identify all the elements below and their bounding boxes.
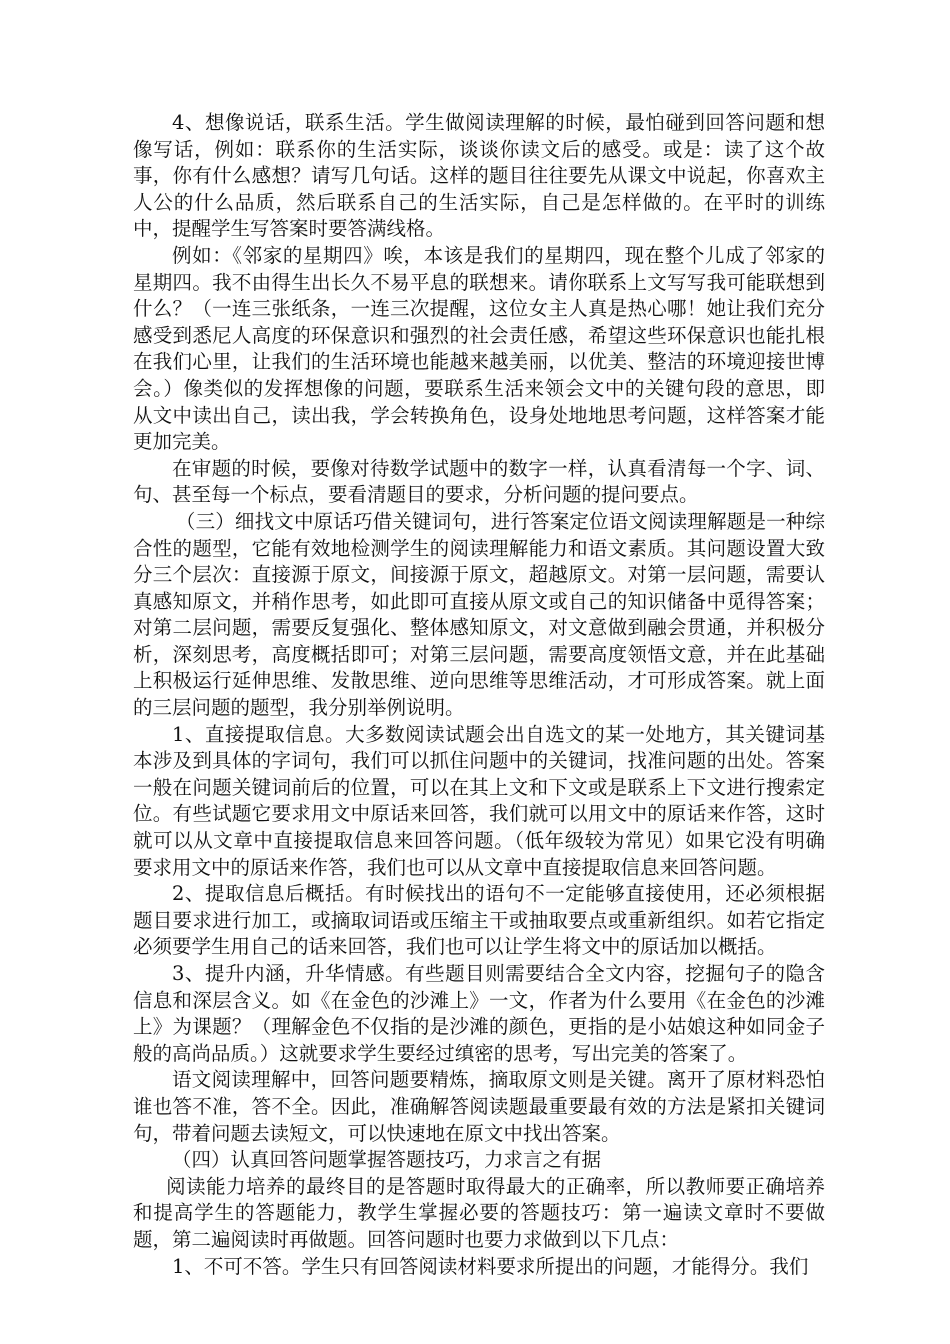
paragraph-reading-question: 在审题的时候，要像对待数学试题中的数字一样，认真看清每一个字、词、句、甚至每一个标点，要看清题目的要求，分析问题的提问要点。 — [133, 456, 825, 507]
paragraph-answer-skills: 阅读能力培养的最终目的是答题时取得最大的正确率，所以教师要正确培养和提高学生的答题能力，教学生掌握必要的答题技巧：第一遍读文章时不要做题，第二遍阅读时再做题。回答问题时也要力求做到以下几点： — [133, 1174, 825, 1251]
paragraph-direct-extract: 1、直接提取信息。大多数阅读试题会出自选文的某一处地方，其关键词基本涉及到具体的字词句，我们可以抓住问题中的关键词，找准问题的出处。答案一般在问题关键词前后的位置，可以在其上文和下文或是联系上下文进行搜索定位。有些试题它要求用文中原话来回答，我们就可以用文中的原话来作答，这时就可以从文章中直接提取信息来回答问题。（低年级较为常见）如果它没有明确要求用文中的原话来作答，我们也可以从文章中直接提取信息来回答问题。 — [133, 722, 825, 879]
paragraph-must-answer: 1、不可不答。学生只有回答阅读材料要求所提出的问题，才能得分。我们 — [172, 1254, 809, 1278]
document-page — [133, 110, 825, 1280]
paragraph-elevate: 3、提升内涵，升华情感。有些题目则需要结合全文内容，挖掘句子的隐含信息和深层含义。如《在金色的沙滩上》一文，作者为什么要用《在金色的沙滩上》为课题？（理解金色不仅指的是沙滩的颜色，更指的是小姑娘这种如同金子般的高尚品质。）这就要求学生要经过缜密的思考，写出完美的答案了。 — [133, 962, 825, 1065]
paragraph-section-three: （三）细找文中原话巧借关键词句，进行答案定位语文阅读理解题是一种综合性的题型，它能有效地检测学生的阅读理解能力和语文素质。其问题设置大致分三个层次：直接源于原文，间接源于原文，超越原文。对第一层问题，需要认真感知原文，并稍作思考，如此即可直接从原文或自己的知识储备中觅得答案；对第二层问题，需要反复强化、整体感知原文，对文意做到融会贯通，并积极分析，深刻思考，高度概括即可；对第三层问题，需要高度领悟文意，并在此基础上积极运行延伸思维、发散思维、逆向思维等思维活动，才可形成答案。就上面的三层问题的题型，我分别举例说明。 — [133, 509, 825, 720]
paragraph-key-method: 语文阅读理解中，回答问题要精炼，摘取原文则是关键。离开了原材料恐怕谁也答不准，答不全。因此，准确解答阅读题最重要最有效的方法是紧扣关键词句，带着问题去读短文，可以快速地在原文中找出答案。 — [133, 1068, 825, 1145]
section-heading-four: （四）认真回答问题掌握答题技巧，力求言之有据 — [172, 1148, 602, 1172]
paragraph-summarize: 2、提取信息后概括。有时候找出的语句不一定能够直接使用，还必须根据题目要求进行加工，或摘取词语或压缩主干或抽取要点或重新组织。如若它指定必须要学生用自己的话来回答，我们也可以让学生将文中的原话加以概括。 — [133, 882, 825, 959]
paragraph-imagination: 4、想像说话，联系生活。学生做阅读理解的时候，最怕碰到回答问题和想像写话，例如：联系你的生活实际，谈谈你读文后的感受。或是：读了这个故事，你有什么感想？请写几句话。这样的题目往往要先从课文中说起，你喜欢主人公的什么品质，然后联系自己的生活实际，自己是怎样做的。在平时的训练中，提醒学生写答案时要答满线格。 — [133, 111, 825, 241]
paragraph-example: 例如：《邻家的星期四》唉，本该是我们的星期四，现在整个儿成了邻家的星期四。我不由得生出长久不易平息的联想来。请你联系上文写写我可能联想到什么？（一连三张纸条，一连三次提醒，这位女主人真是热心哪！她让我们充分感受到悉尼人高度的环保意识和强烈的社会责任感，希望这些环保意识也能扎根在我们心里，让我们的生活环境也能越来越美丽，以优美、整洁的环境迎接世博会。）像类似的发挥想像的问题，要联系生活来领会文中的关键句段的意思，即从文中读出自己，读出我，学会转换角色，设身处地地思考问题，这样答案才能更加完美。 — [133, 243, 825, 454]
